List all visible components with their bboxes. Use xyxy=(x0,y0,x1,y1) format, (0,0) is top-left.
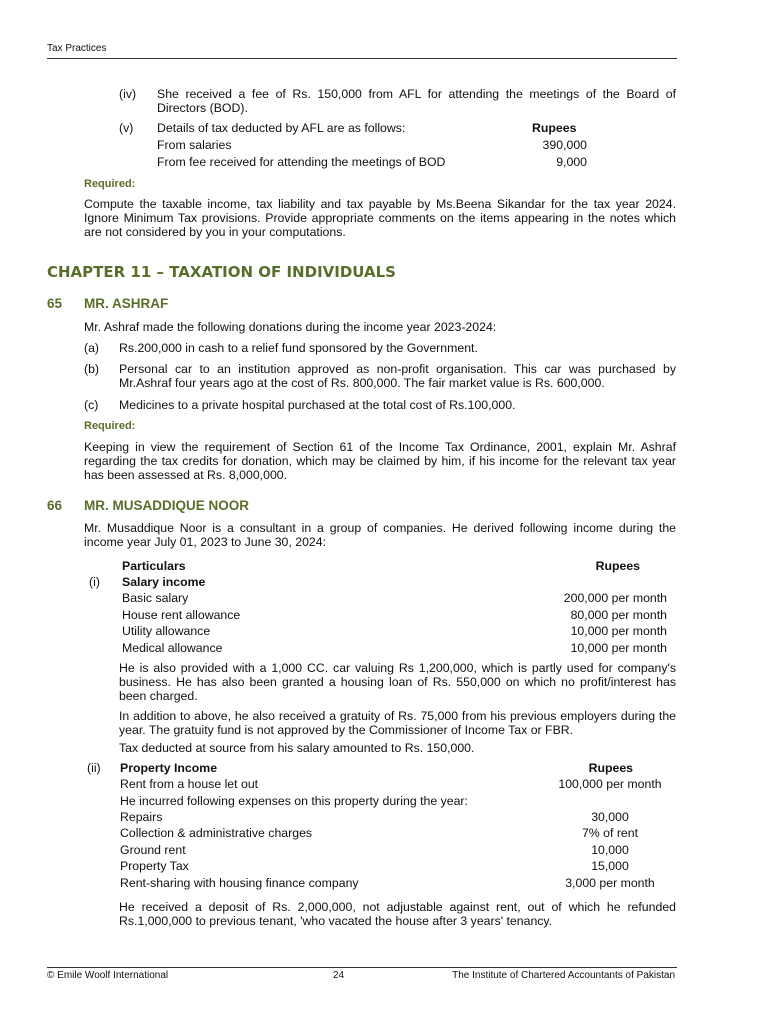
property-label: (ii) xyxy=(87,761,101,775)
tax-deducted-desc-2: From fee received for attending the meetings of BOD xyxy=(157,155,446,169)
salary-row-desc: House rent allowance xyxy=(122,608,241,622)
salary-heading: Salary income xyxy=(122,575,206,589)
property-expense-amount: 3,000 per month xyxy=(565,876,655,890)
salary-para-gratuity: In addition to above, he also received a gratuity of Rs. 75,000 from his previous employers during the year. The gratuity fund is not approved by the Commissioner of Income Tax or FBR. xyxy=(119,709,676,737)
salary-row-desc: Medical allowance xyxy=(122,641,223,655)
q66-intro: Mr. Musaddique Noor is a consultant in a group of companies. He derived following income during the income year July 01, 2023 to June 30, 2024: xyxy=(84,521,676,549)
question-number-65: 65 xyxy=(47,296,63,311)
tax-deducted-desc-1: From salaries xyxy=(157,138,232,152)
running-header: Tax Practices xyxy=(47,43,107,54)
header-rule xyxy=(47,58,677,59)
property-rent-desc: Rent from a house let out xyxy=(120,777,259,791)
footer-institute: The Institute of Chartered Accountants of Pakistan xyxy=(452,970,675,981)
q65-item-text-a: Rs.200,000 in cash to a relief fund sponsored by the Government. xyxy=(119,341,478,355)
footer-page-number: 24 xyxy=(333,970,345,981)
tax-deducted-amount-2: 9,000 xyxy=(556,155,587,169)
item-label-v: (v) xyxy=(119,121,134,135)
property-deposit-para: He received a deposit of Rs. 2,000,000, not adjustable against rent, out of which he refunded Rs.1,000,000 to previous tenant, 'who vacated the house after 3 years' tenancy. xyxy=(119,900,676,928)
chapter-title: CHAPTER 11 – TAXATION OF INDIVIDUALS xyxy=(47,263,396,281)
tax-deducted-amount-1: 390,000 xyxy=(542,138,587,152)
property-expense-desc: Repairs xyxy=(120,810,163,824)
q65-intro: Mr. Ashraf made the following donations during the income year 2023-2024: xyxy=(84,320,497,334)
item-label-iv: (iv) xyxy=(119,87,137,101)
salary-para-car-loan: He is also provided with a 1,000 CC. car valuing Rs 1,200,000, which is partly used for company's business. He has also been granted a housing loan of Rs. 550,000 on which no profit/interest has been charged. xyxy=(119,661,676,703)
property-expense-desc: Property Tax xyxy=(120,859,189,873)
q65-item-label-c: (c) xyxy=(84,398,99,412)
property-rupees-header: Rupees xyxy=(588,761,633,775)
required-text: Compute the taxable income, tax liability and tax payable by Ms.Beena Sikandar for the tax year 2024. Ignore Minimum Tax provisions. Provide appropriate comments on the items appearing in the notes which are not considered by you in your computations. xyxy=(84,197,676,239)
salary-row-desc: Basic salary xyxy=(122,591,189,605)
particulars-header: Particulars xyxy=(122,559,186,573)
question-number-66: 66 xyxy=(47,498,63,513)
item-text-v: Details of tax deducted by AFL are as follows: xyxy=(157,121,406,135)
tax-deducted-rupees-header: Rupees xyxy=(532,121,577,135)
footer-copyright: © Emile Woolf International xyxy=(47,970,169,981)
property-heading: Property Income xyxy=(120,761,218,775)
salary-label: (i) xyxy=(89,575,100,589)
rupees-header: Rupees xyxy=(595,559,640,573)
salary-row-amount: 10,000 per month xyxy=(570,624,667,638)
salary-row-amount: 80,000 per month xyxy=(570,608,667,622)
property-expense-amount: 7% of rent xyxy=(581,826,639,840)
required-label: Required: xyxy=(84,178,136,190)
q65-required-text: Keeping in view the requirement of Section 61 of the Income Tax Ordinance, 2001, explain Mr. Ashraf regarding the tax credits for donation, which may be claimed by him, if his income for the relevant tax year has been assessed at Rs. 8,000,000. xyxy=(84,440,676,482)
salary-para-tax-deducted: Tax deducted at source from his salary amounted to Rs. 150,000. xyxy=(119,741,475,755)
property-expense-amount: 30,000 xyxy=(591,810,629,824)
property-expense-desc: Rent-sharing with housing finance company xyxy=(120,876,359,890)
q65-item-label-b: (b) xyxy=(84,362,100,376)
item-text-iv: She received a fee of Rs. 150,000 from AFL for attending the meetings of the Board of Directors (BOD). xyxy=(157,87,676,115)
q65-item-text-b: Personal car to an institution approved as non-profit organisation. This car was purchased by Mr.Ashraf four years ago at the cost of Rs. 800,000. The fair market value is Rs. 600,000. xyxy=(119,362,676,390)
q65-required-label: Required: xyxy=(84,420,136,432)
property-expense-desc: Ground rent xyxy=(120,843,186,857)
salary-row-desc: Utility allowance xyxy=(122,624,211,638)
property-expense-amount: 15,000 xyxy=(591,859,629,873)
question-title-66: MR. MUSADDIQUE NOOR xyxy=(84,498,249,513)
property-rent-amount: 100,000 per month xyxy=(558,777,662,791)
q65-item-label-a: (a) xyxy=(84,341,100,355)
property-expenses-intro: He incurred following expenses on this property during the year: xyxy=(120,794,468,808)
salary-row-amount: 10,000 per month xyxy=(570,641,667,655)
property-expense-desc: Collection & administrative charges xyxy=(120,826,313,840)
property-expense-amount: 10,000 xyxy=(591,843,629,857)
salary-row-amount: 200,000 per month xyxy=(563,591,667,605)
question-title-65: MR. ASHRAF xyxy=(84,296,169,311)
footer-rule xyxy=(47,967,677,968)
q65-item-text-c: Medicines to a private hospital purchased at the total cost of Rs.100,000. xyxy=(119,398,516,412)
